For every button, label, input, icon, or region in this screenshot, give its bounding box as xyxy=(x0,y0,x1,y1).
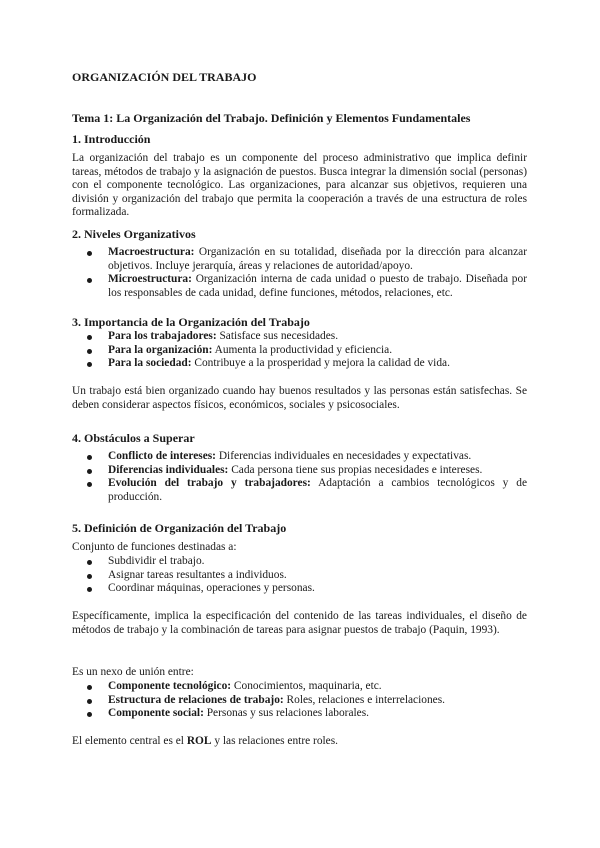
item-text: Organización interna de cada unidad o puesto de trabajo. Diseñada por los responsables de cada unidad, define funciones, métodos, relaciones, etc. xyxy=(108,273,527,299)
section-1-body: La organización del trabajo es un componente del proceso administrativo que implica definir tareas, métodos de trabajo y la asignación de puestos. Busca integrar la dimensión social (personas) con el componente tecnológico. Las organizaciones, para alcanzar sus objetivos, requieren una división y organización del trabajo que permita la cooperación a través de una estructura de roles formalizada. xyxy=(72,152,527,219)
bullet-icon xyxy=(87,587,92,592)
bullet-icon xyxy=(87,469,92,474)
item-text: Adaptación a cambios tecnológicos y de producción. xyxy=(108,477,528,503)
section-5-intro: Conjunto de funciones destinadas a: xyxy=(72,541,237,553)
bullet-icon xyxy=(87,335,92,340)
item-term: Conflicto de intereses: xyxy=(108,450,216,462)
section-3-heading: 3. Importancia de la Organización del Trabajo xyxy=(72,315,310,329)
item-text: Roles, relaciones e interrelaciones. xyxy=(283,693,445,706)
closing-pre: El elemento central es el xyxy=(72,735,187,747)
item-term: Componente social: xyxy=(108,707,204,720)
item-term: Para los trabajadores: xyxy=(108,330,217,342)
item-text: Asignar tareas resultantes a individuos. xyxy=(108,568,287,581)
list-item xyxy=(72,330,527,344)
bullet-icon xyxy=(87,362,92,367)
item-term: Componente tecnológico: xyxy=(108,680,232,692)
section-1-heading: 1. Introducción xyxy=(72,132,151,146)
section-3-body: Un trabajo está bien organizado cuando hay buenos resultados y las personas están satisfechas. Se deben considerar aspectos físicos, económicos, sociales y psicosociales. xyxy=(72,385,527,411)
bullet-icon xyxy=(87,574,92,579)
item-term: Para la organización: xyxy=(108,343,213,356)
list-item xyxy=(72,680,527,694)
item-text: Aumenta la productividad y eficiencia. xyxy=(212,343,393,356)
section-4-heading: 4. Obstáculos a Superar xyxy=(72,431,195,445)
bullet-icon xyxy=(87,560,92,565)
item-text: Subdividir el trabajo. xyxy=(108,555,205,567)
item-text: Personas y sus relaciones laborales. xyxy=(203,707,369,720)
nexo-list xyxy=(72,680,527,721)
item-term: Microestructura: xyxy=(108,273,192,286)
document-title: ORGANIZACIÓN DEL TRABAJO xyxy=(72,70,257,84)
item-term: Evolución del trabajo y trabajadores: xyxy=(108,477,311,490)
list-item xyxy=(72,464,527,478)
closing-post: y las relaciones entre roles. xyxy=(211,735,339,747)
list-item xyxy=(72,450,527,464)
section-3-list xyxy=(72,330,527,371)
section-2-list xyxy=(72,246,527,300)
item-text: Satisface sus necesidades. xyxy=(216,330,339,342)
bullet-icon xyxy=(87,712,92,717)
item-text: Organización en su totalidad, diseñada por la dirección para alcanzar objetivos. Incluye jerarquía, áreas y relaciones de autoridad/apoyo. xyxy=(108,246,527,272)
item-text: Conocimientos, maquinaria, etc. xyxy=(231,680,382,692)
closing-term: ROL xyxy=(186,735,212,747)
bullet-icon xyxy=(87,685,92,690)
section-5-heading: 5. Definición de Organización del Trabajo xyxy=(72,521,287,535)
section-2-heading: 2. Niveles Organizativos xyxy=(72,227,196,241)
bullet-icon xyxy=(87,455,92,460)
item-text: Diferencias individuales en necesidades y expectativas. xyxy=(215,450,472,462)
list-item xyxy=(72,344,527,358)
item-text: Cada persona tiene sus propias necesidades e intereses. xyxy=(228,463,483,476)
list-item xyxy=(72,555,527,569)
list-item xyxy=(72,569,527,583)
bullet-icon xyxy=(87,482,92,487)
list-item xyxy=(72,707,527,721)
list-item xyxy=(72,582,527,596)
item-term: Estructura de relaciones de trabajo: xyxy=(108,693,284,706)
item-term: Diferencias individuales: xyxy=(108,463,229,476)
bullet-icon xyxy=(87,278,92,283)
list-item xyxy=(72,357,527,371)
bullet-icon xyxy=(87,251,92,256)
list-item xyxy=(72,246,527,273)
list-item xyxy=(72,477,527,504)
closing-statement xyxy=(72,735,527,749)
bullet-icon xyxy=(87,349,92,354)
list-item xyxy=(72,273,527,300)
item-term: Para la sociedad: xyxy=(108,357,192,370)
section-5-list xyxy=(72,555,527,596)
tema-heading: Tema 1: La Organización del Trabajo. Definición y Elementos Fundamentales xyxy=(72,111,471,125)
nexo-intro: Es un nexo de unión entre: xyxy=(72,666,194,678)
item-text: Coordinar máquinas, operaciones y personas. xyxy=(108,582,315,595)
section-4-list xyxy=(72,450,527,504)
item-text: Contribuye a la prosperidad y mejora la calidad de vida. xyxy=(191,357,450,370)
bullet-icon xyxy=(87,699,92,704)
list-item xyxy=(72,694,527,708)
section-5-body: Específicamente, implica la especificación del contenido de las tareas individuales, el diseño de métodos de trabajo y la combinación de tareas para asignar puestos de trabajo (Paquin, 1993). xyxy=(72,610,527,636)
item-term: Macroestructura: xyxy=(108,246,195,258)
